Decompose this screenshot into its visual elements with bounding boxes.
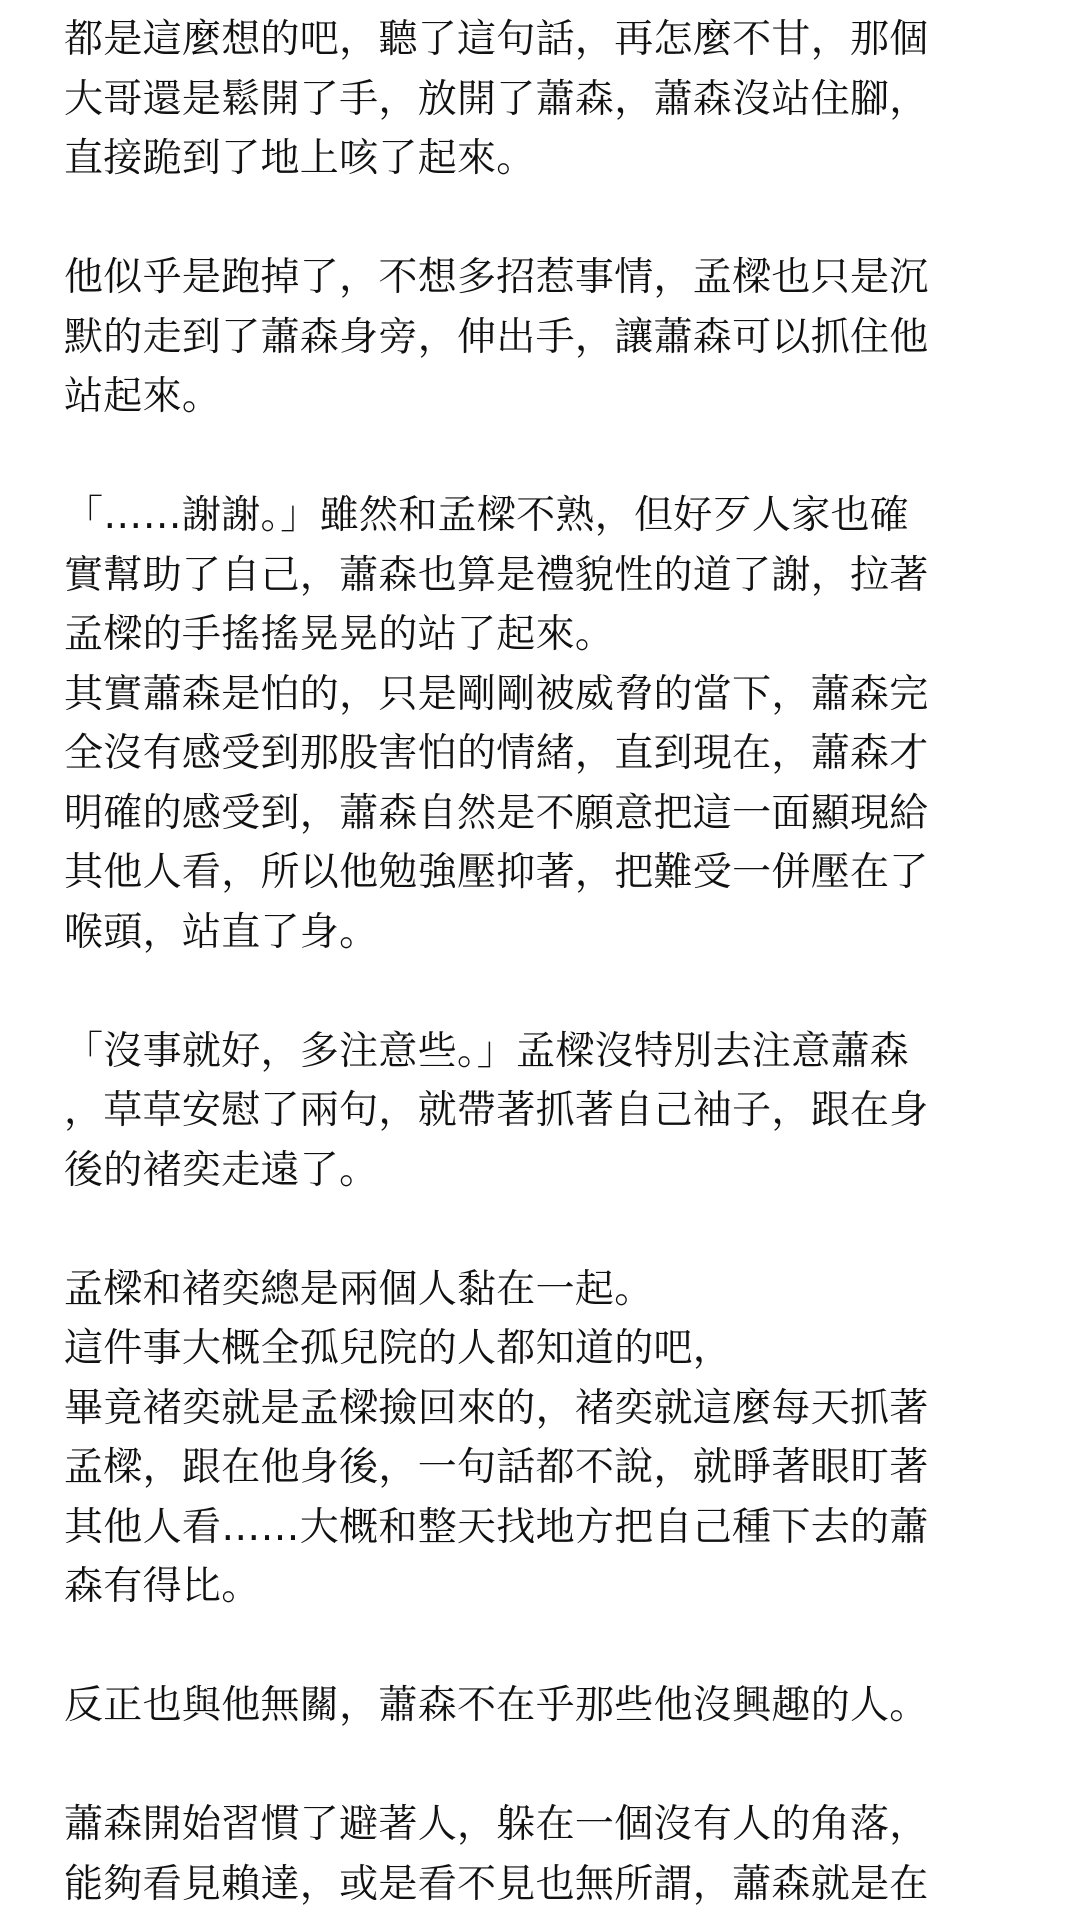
text-line: 全沒有感受到那股害怕的情緒，直到現在，蕭森才 — [64, 731, 929, 776]
text-line: 反正也與他無關，蕭森不在乎那些他沒興趣的人。 — [64, 1683, 929, 1728]
text-line: 森有得比。 — [64, 1564, 261, 1609]
text-line: 站起來。 — [64, 374, 222, 419]
text-line: ，草草安慰了兩句，就帶著抓著自己袖子，跟在身 — [64, 1088, 929, 1133]
text-line: 畢竟褚奕就是孟樑撿回來的，褚奕就這麼每天抓著 — [64, 1385, 929, 1431]
text-line: 能夠看見賴達，或是看不見也無所謂，蕭森就是在 — [64, 1861, 929, 1907]
text-line: 後的褚奕走遠了。 — [64, 1147, 379, 1193]
text-line: 實幫助了自己，蕭森也算是禮貌性的道了謝，拉著 — [64, 552, 929, 598]
text-line: 蕭森開始習慣了避著人，躲在一個沒有人的角落， — [64, 1802, 929, 1847]
text-line: 大哥還是鬆開了手，放開了蕭森，蕭森沒站住腳， — [64, 76, 929, 122]
text-line: 他似乎是跑掉了，不想多招惹事情，孟樑也只是沉 — [64, 255, 929, 300]
text-line: 明確的感受到，蕭森自然是不願意把這一面顯現給 — [64, 790, 929, 836]
paragraph-gap — [64, 189, 996, 249]
text-line: 喉頭，站直了身。 — [64, 909, 379, 955]
paragraph-gap — [64, 962, 996, 1022]
text-line: 孟樑，跟在他身後，一句話都不說，就睜著眼盯著 — [64, 1445, 929, 1490]
paragraph — [64, 486, 996, 962]
text-line: 直接跪到了地上咳了起來。 — [64, 136, 536, 181]
article-body — [64, 10, 996, 1914]
text-line: 「沒事就好，多注意些。」孟樑沒特別去注意蕭森 — [64, 1028, 910, 1074]
text-line: 孟樑的手搖搖晃晃的站了起來。 — [64, 612, 615, 657]
paragraph — [64, 1795, 996, 1914]
paragraph — [64, 1676, 996, 1736]
paragraph — [64, 1022, 996, 1201]
text-line: 都是這麼想的吧，聽了這句話，再怎麼不甘，那個 — [64, 17, 929, 62]
paragraph-gap — [64, 1200, 996, 1260]
text-line: 其他人看……大概和整天找地方把自己種下去的蕭 — [64, 1504, 929, 1550]
text-line: 默的走到了蕭森身旁，伸出手，讓蕭森可以抓住他 — [64, 314, 929, 360]
text-line: 孟樑和褚奕總是兩個人黏在一起。 — [64, 1266, 654, 1312]
paragraph-gap — [64, 1736, 996, 1796]
paragraph — [64, 1260, 996, 1617]
text-line: 其他人看，所以他勉強壓抑著，把難受一併壓在了 — [64, 850, 929, 895]
paragraph-gap — [64, 427, 996, 487]
text-line: 其實蕭森是怕的，只是剛剛被威脅的當下，蕭森完 — [64, 671, 929, 717]
text-line: 「……謝謝。」雖然和孟樑不熟，但好歹人家也確 — [64, 493, 910, 538]
paragraph — [64, 10, 996, 189]
paragraph-gap — [64, 1617, 996, 1677]
paragraph — [64, 248, 996, 427]
text-line: 這件事大概全孤兒院的人都知道的吧， — [64, 1326, 733, 1371]
